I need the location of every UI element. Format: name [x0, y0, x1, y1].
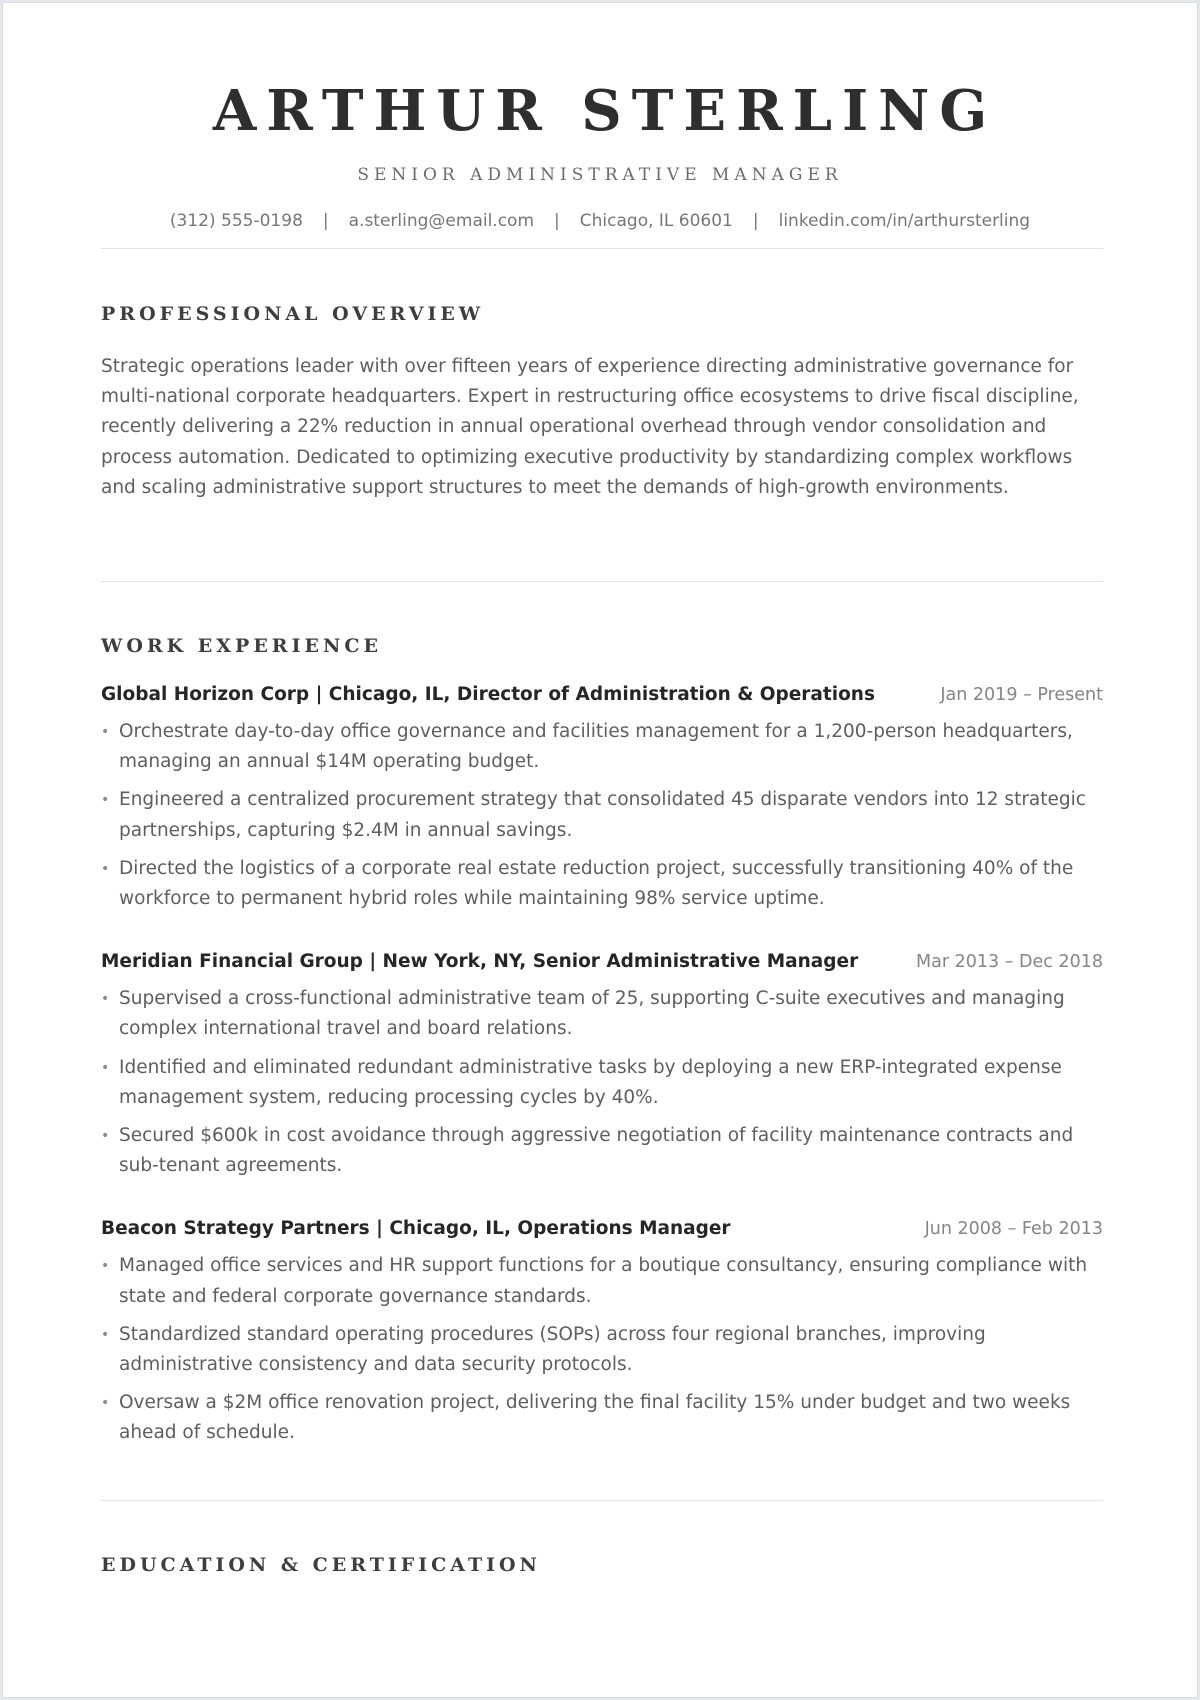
bullet-glyph: •: [101, 1059, 110, 1076]
bullet-glyph: •: [101, 991, 110, 1008]
bullet-glyph: •: [101, 1326, 110, 1343]
job-bullets: [101, 1251, 1103, 1448]
job-bullet: [101, 1053, 1103, 1113]
job-entry: [101, 681, 1103, 914]
job-bullets: [101, 984, 1103, 1181]
bullet-glyph: •: [101, 792, 110, 809]
overview-text: Strategic operations leader with over fifteen years of experience directing administrative governance for multi-national corporate headquarters. Expert in restructuring office ecosystems to drive fiscal discipline, recently delivering a 22% reduction in annual operational overhead through vendor consolidation and process automation. Dedicated to optimizing executive productivity by standardizing complex workflows and scaling administrative support structures to meet the demands of high-growth environments.: [101, 356, 1079, 498]
job-bullet: [101, 1121, 1103, 1181]
job-bullet-text: Secured $600k in cost avoidance through aggressive negotiation of facility maintenance contracts and sub-tenant agreements.: [119, 1125, 1074, 1177]
overview-divider: [101, 581, 1103, 582]
job-bullet-text: Oversaw a $2M office renovation project, delivering the final facility 15% under budget and two weeks ahead of schedule.: [119, 1392, 1071, 1444]
contact-phone: (312) 555-0198: [169, 211, 303, 231]
resume-page: [2, 2, 1198, 1698]
contact-email: a.sterling@email.com: [348, 211, 535, 231]
job-entry: [101, 948, 1103, 1181]
job-dates: Jan 2019 – Present: [940, 685, 1103, 705]
job-bullet: [101, 1251, 1103, 1311]
education-section-title: EDUCATION & CERTIFICATION: [101, 1554, 541, 1576]
job-bullet-text: Engineered a centralized procurement strategy that consolidated 45 disparate vendors into 12 strategic partnerships, capturing $2.4M in annual savings.: [119, 789, 1086, 841]
bullet-glyph: •: [101, 1128, 110, 1145]
job-header: [101, 948, 1103, 976]
bullet-glyph: •: [101, 860, 110, 877]
contact-line: [3, 209, 1197, 233]
experience-list: [101, 681, 1103, 1483]
header-divider: [101, 248, 1103, 249]
job-bullet-text: Supervised a cross-functional administrative team of 25, supporting C-suite executives and managing complex international travel and board relations.: [119, 988, 1065, 1040]
job-bullets: [101, 717, 1103, 914]
bullet-glyph: •: [101, 1395, 110, 1412]
contact-separator: |: [322, 211, 329, 231]
job-bullet: [101, 717, 1103, 777]
candidate-role: SENIOR ADMINISTRATIVE MANAGER: [357, 165, 843, 185]
job-bullet-text: Identified and eliminated redundant administrative tasks by deploying a new ERP-integrated expense management system, reducing processing cycles by 40%.: [119, 1056, 1062, 1108]
overview-section-title: PROFESSIONAL OVERVIEW: [101, 303, 485, 325]
job-header: [101, 681, 1103, 709]
job-bullet: [101, 1388, 1103, 1448]
job-bullet-text: Orchestrate day-to-day office governance and facilities management for a 1,200-person headquarters, managing an annual $14M operating budget.: [119, 721, 1073, 773]
job-heading: Global Horizon Corp | Chicago, IL, Director of Administration & Operations: [101, 684, 875, 705]
bullet-glyph: •: [101, 1258, 110, 1275]
contact-location: Chicago, IL 60601: [579, 211, 733, 231]
bullet-glyph: •: [101, 724, 110, 740]
job-bullet: [101, 984, 1103, 1044]
contact-separator: |: [554, 211, 560, 231]
candidate-name: ARTHUR STERLING: [212, 78, 998, 144]
job-bullet: [101, 1320, 1103, 1380]
resume-header: [3, 3, 1197, 233]
job-header: [101, 1215, 1103, 1243]
experience-divider: [101, 1500, 1103, 1501]
job-heading: Beacon Strategy Partners | Chicago, IL, Operations Manager: [101, 1218, 731, 1240]
job-bullet-text: Standardized standard operating procedures (SOPs) across four regional branches, improving administrative consistency and data security protocols.: [119, 1323, 986, 1376]
experience-section-title: WORK EXPERIENCE: [101, 635, 382, 657]
job-bullet-text: Directed the logistics of a corporate real estate reduction project, successfully transitioning 40% of the workforce to permanent hybrid roles while maintaining 98% service uptime.: [119, 857, 1074, 910]
job-bullet: [101, 854, 1103, 914]
job-entry: [101, 1215, 1103, 1448]
job-dates: Jun 2008 – Feb 2013: [924, 1219, 1103, 1240]
job-heading: Meridian Financial Group | New York, NY, Senior Administrative Manager: [101, 951, 859, 973]
contact-linkedin: linkedin.com/in/arthursterling: [778, 211, 1031, 231]
job-bullet-text: Managed office services and HR support functions for a boutique consultancy, ensuring compliance with state and federal corporate governance standards.: [119, 1255, 1088, 1307]
contact-separator: |: [752, 211, 759, 231]
job-dates: Mar 2013 – Dec 2018: [916, 952, 1103, 973]
job-bullet: [101, 785, 1103, 845]
